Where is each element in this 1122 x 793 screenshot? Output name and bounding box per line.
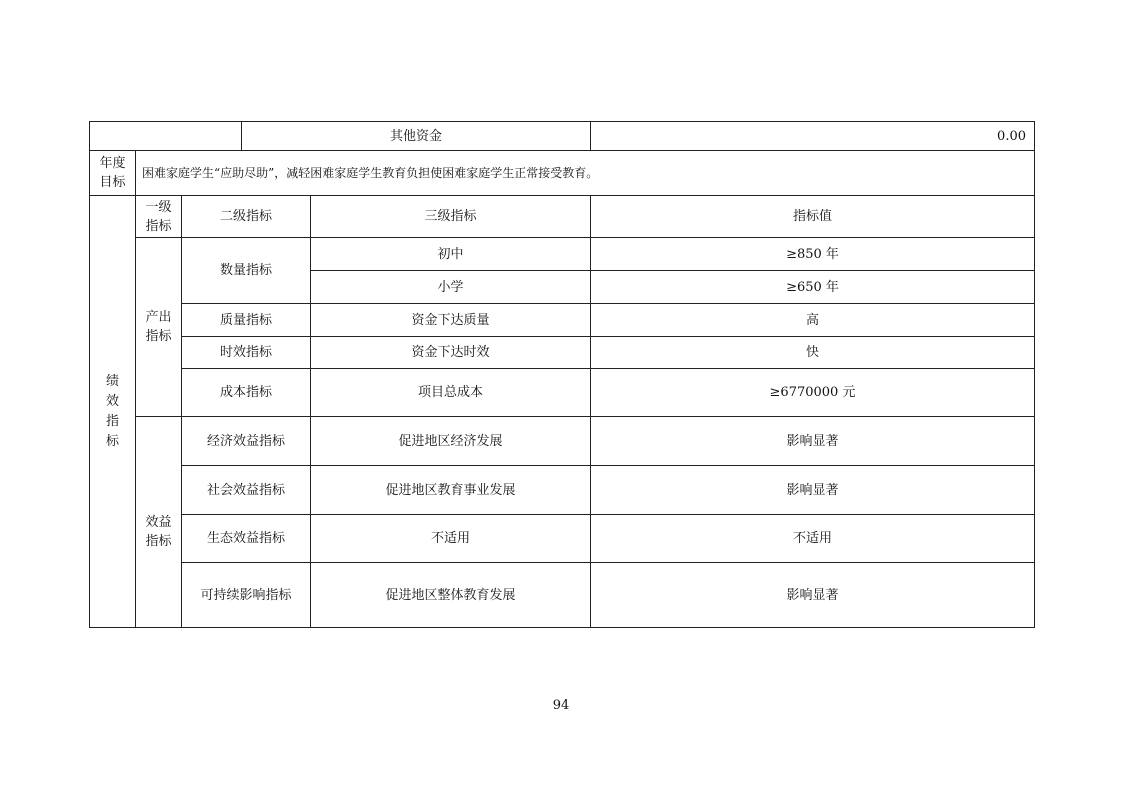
economic-benefit-l3: 促进地区经济发展 bbox=[310, 416, 591, 466]
cost-value: ≥6770000 元 bbox=[590, 368, 1035, 417]
quality-l3: 资金下达质量 bbox=[310, 303, 591, 337]
sustainable-impact-l3: 促进地区整体教育发展 bbox=[310, 562, 591, 628]
ecological-benefit-l3: 不适用 bbox=[310, 514, 591, 563]
ecological-benefit-indicator: 生态效益指标 bbox=[181, 514, 311, 563]
quality-value: 高 bbox=[590, 303, 1035, 337]
timeliness-value: 快 bbox=[590, 336, 1035, 369]
annual-goal-label-line2: 目标 bbox=[99, 175, 126, 190]
annual-goal-text: 困难家庭学生“应助尽助”，减轻困难家庭学生教育负担使困难家庭学生正常接受教育。 bbox=[135, 150, 1035, 196]
annual-goal-label-line1: 年度 bbox=[99, 156, 126, 171]
economic-benefit-indicator: 经济效益指标 bbox=[181, 416, 311, 466]
other-funds-value: 0.00 bbox=[590, 121, 1035, 151]
social-benefit-l3: 促进地区教育事业发展 bbox=[310, 465, 591, 515]
blank-cell bbox=[89, 121, 242, 151]
cost-l3: 项目总成本 bbox=[310, 368, 591, 417]
benefit-indicator-label bbox=[135, 416, 182, 628]
economic-benefit-value: 影响显著 bbox=[590, 416, 1035, 466]
perf-label-char-1: 绩 bbox=[105, 373, 119, 389]
quality-indicator: 质量指标 bbox=[181, 303, 311, 337]
perf-label-char-3: 指 bbox=[105, 413, 119, 429]
output-label-line2: 指标 bbox=[145, 329, 172, 344]
quantity-value-primary: ≥650 年 bbox=[590, 270, 1035, 304]
quantity-l3-primary: 小学 bbox=[310, 270, 591, 304]
other-funds-label: 其他资金 bbox=[241, 121, 591, 151]
benefit-label-line2: 指标 bbox=[145, 534, 172, 549]
output-indicator-label bbox=[135, 237, 182, 417]
header-level3: 三级指标 bbox=[310, 195, 591, 238]
performance-indicator-label bbox=[89, 195, 136, 628]
quantity-l3-junior: 初中 bbox=[310, 237, 591, 271]
timeliness-l3: 资金下达时效 bbox=[310, 336, 591, 369]
perf-label-char-2: 效 bbox=[105, 393, 119, 409]
sustainable-impact-value: 影响显著 bbox=[590, 562, 1035, 628]
social-benefit-indicator: 社会效益指标 bbox=[181, 465, 311, 515]
header-level1 bbox=[135, 195, 182, 238]
header-level1-line1: 一级 bbox=[145, 199, 172, 215]
header-level1-line2: 指标 bbox=[145, 218, 172, 234]
perf-label-char-4: 标 bbox=[105, 433, 119, 449]
benefit-label-line1: 效益 bbox=[145, 515, 172, 530]
quantity-indicator: 数量指标 bbox=[181, 237, 311, 304]
header-level2: 二级指标 bbox=[181, 195, 311, 238]
output-label-line1: 产出 bbox=[145, 310, 172, 325]
cost-indicator: 成本指标 bbox=[181, 368, 311, 417]
social-benefit-value: 影响显著 bbox=[590, 465, 1035, 515]
annual-goal-label bbox=[89, 150, 136, 196]
ecological-benefit-value: 不适用 bbox=[590, 514, 1035, 563]
timeliness-indicator: 时效指标 bbox=[181, 336, 311, 369]
quantity-value-junior: ≥850 年 bbox=[590, 237, 1035, 271]
page-number: 94 bbox=[552, 698, 570, 713]
sustainable-impact-indicator: 可持续影响指标 bbox=[181, 562, 311, 628]
header-value: 指标值 bbox=[590, 195, 1035, 238]
